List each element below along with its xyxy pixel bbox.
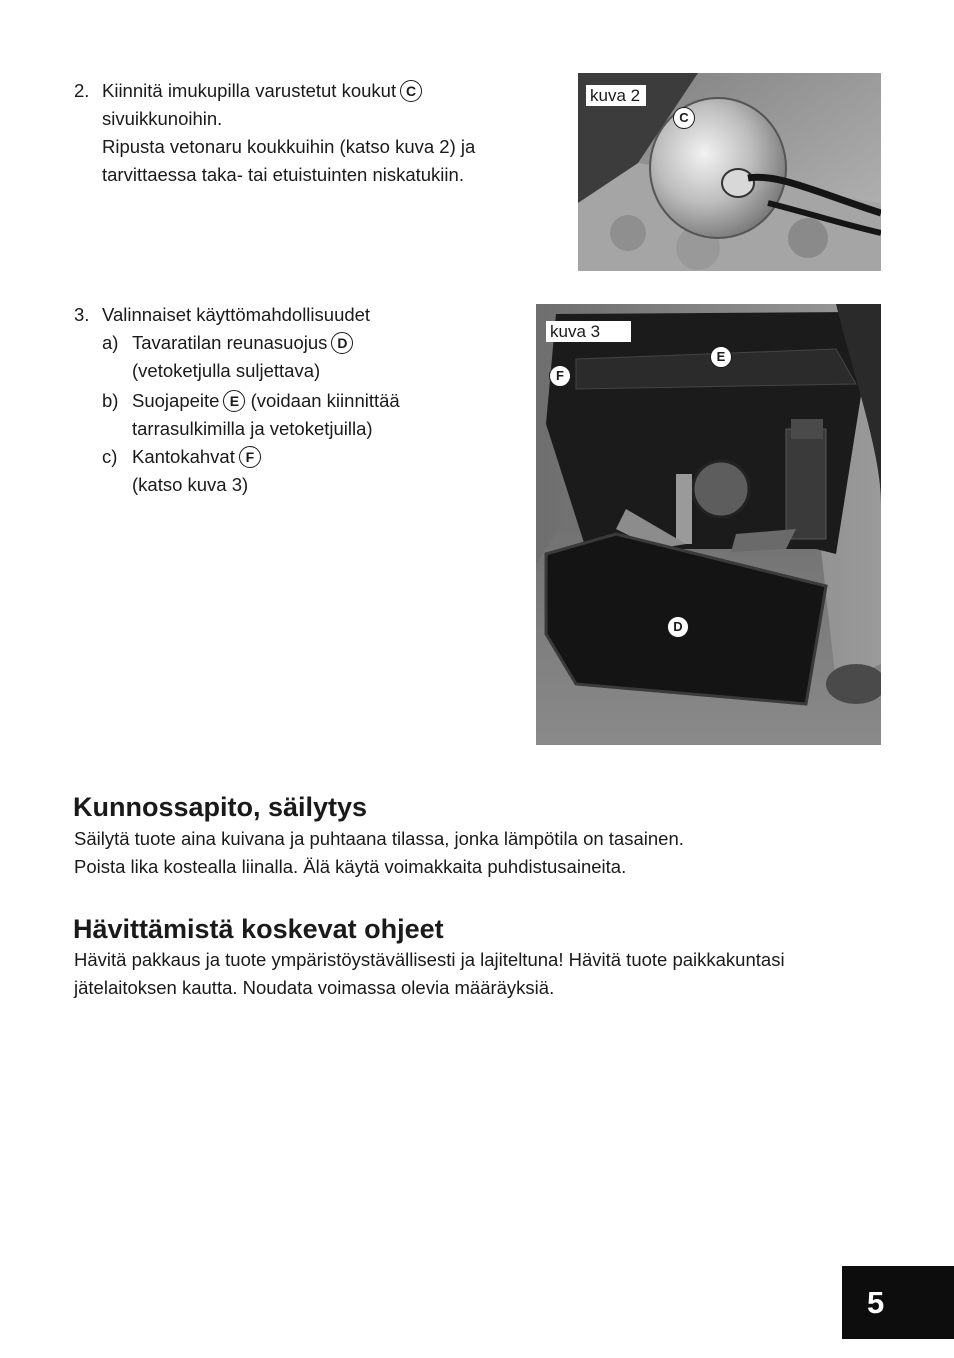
step-2-line-4: tarvittaessa taka- tai etuistuinten niskatukiin. [102, 164, 464, 185]
marker-f: F [239, 446, 261, 468]
item-b-after: (voidaan kiinnittää [250, 390, 400, 411]
car-trunk-image [536, 304, 881, 745]
item-c-text: Kantokahvat [132, 446, 235, 467]
figure-3-marker-f: F [549, 365, 571, 387]
item-b-text: Suojapeite [132, 390, 220, 411]
figure-3-marker-d: D [667, 616, 689, 638]
step-2-line-3: Ripusta vetonaru koukkuihin (katso kuva 2) ja [102, 136, 476, 157]
item-c-line-2: (katso kuva 3) [132, 474, 249, 495]
page-number: 5 [842, 1266, 954, 1339]
item-a-line-1 [132, 329, 353, 357]
item-b-line-1 [132, 387, 400, 415]
figure-2-marker-c: C [673, 107, 695, 129]
maintenance-line-1: Säilytä tuote aina kuivana ja puhtaana tilassa, jonka lämpötila on tasainen. [74, 828, 684, 849]
item-c-letter: c) [102, 446, 118, 467]
figure-3-marker-e: E [710, 346, 732, 368]
step-3-title: Valinnaiset käyttömahdollisuudet [102, 304, 371, 325]
disposal-line-1: Hävitä pakkaus ja tuote ympäristöystävällisesti ja lajiteltuna! Hävitä tuote paikkakuntasi [74, 949, 785, 970]
step-3-number: 3. [74, 304, 90, 325]
maintenance-heading: Kunnossapito, säilytys [73, 792, 368, 822]
item-a-text: Tavaratilan reunasuojus [132, 332, 328, 353]
step-2-line-1 [102, 77, 422, 105]
figure-3-caption: kuva 3 [546, 321, 631, 342]
maintenance-line-2: Poista lika kostealla liinalla. Älä käytä voimakkaita puhdistusaineita. [74, 856, 627, 877]
figure-3-photo [536, 304, 881, 745]
item-a-line-2: (vetoketjulla suljettava) [132, 360, 321, 381]
step-2-text: Kiinnitä imukupilla varustetut koukut [102, 80, 397, 101]
item-b-letter: b) [102, 390, 119, 411]
marker-c: C [400, 80, 422, 102]
item-a-letter: a) [102, 332, 119, 353]
disposal-heading: Hävittämistä koskevat ohjeet [73, 914, 444, 944]
item-c-line-1 [132, 443, 261, 471]
marker-e: E [223, 390, 245, 412]
disposal-line-2: jätelaitoksen kautta. Noudata voimassa olevia määräyksiä. [74, 977, 555, 998]
figure-2-caption: kuva 2 [586, 85, 646, 106]
step-2-line-2: sivuikkunoihin. [102, 108, 223, 129]
item-b-line-2: tarrasulkimilla ja vetoketjuilla) [132, 418, 373, 439]
marker-d: D [331, 332, 353, 354]
figure-2-photo [578, 73, 881, 271]
step-2-number: 2. [74, 80, 90, 101]
